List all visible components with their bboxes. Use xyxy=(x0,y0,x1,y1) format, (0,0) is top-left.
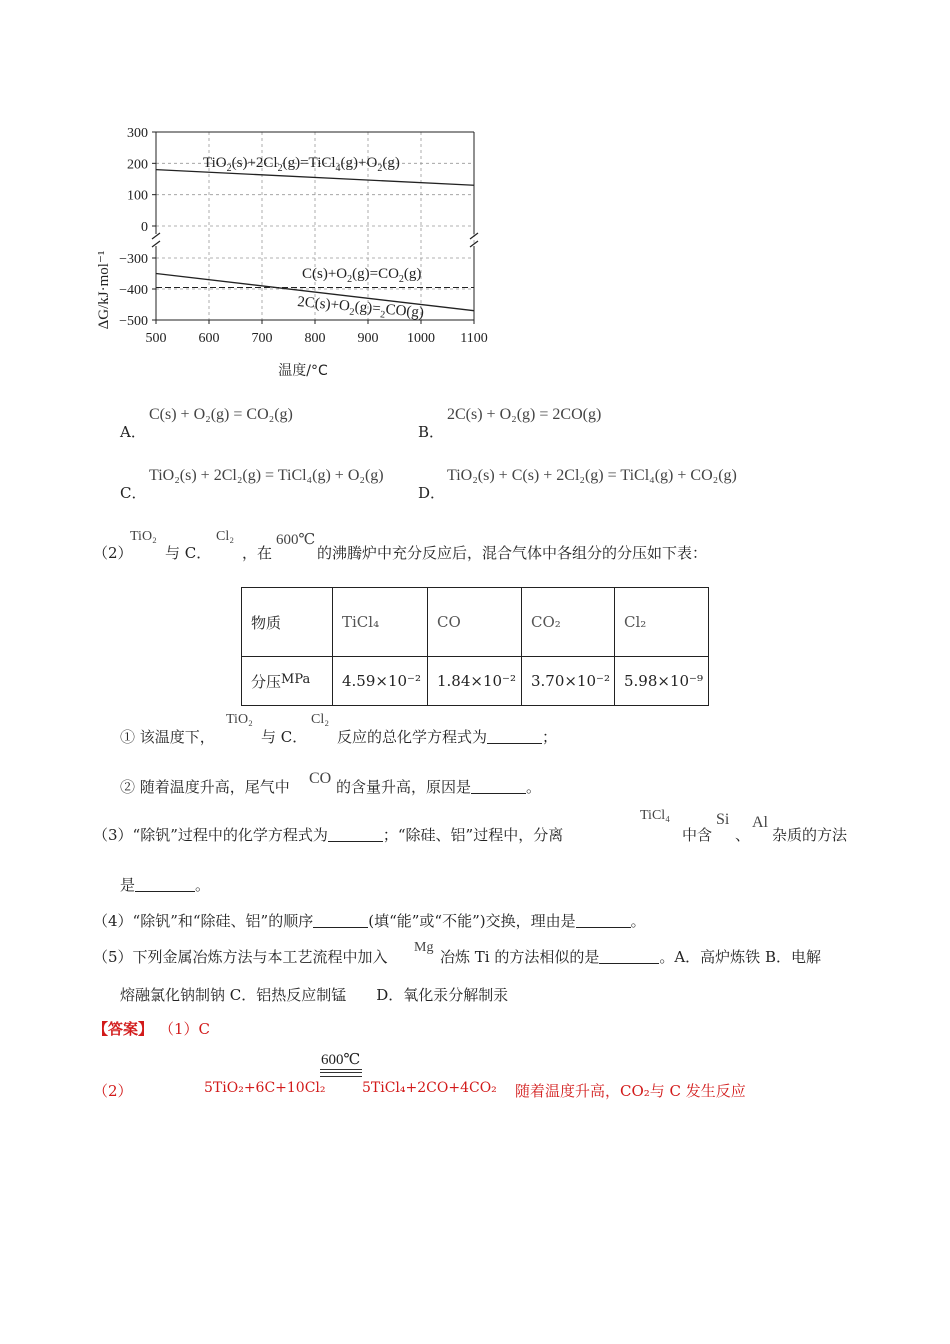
x-tick-label: 1000 xyxy=(407,331,435,346)
q2-sub2-b: 的含量升高，原因是 。 xyxy=(336,778,542,796)
y-tick-label: 300 xyxy=(127,126,148,141)
option-c-equation: TiO₂(s) + 2Cl₂(g) = TiCl₄(g) + O₂(g) xyxy=(149,467,384,484)
x-axis-label: 温度/°C xyxy=(278,363,328,379)
x-tick-label: 1100 xyxy=(460,331,488,346)
q2-number: （2） xyxy=(93,544,133,562)
reaction-condition: 600℃ xyxy=(321,1052,361,1068)
value-cell: 1.84×10⁻² xyxy=(428,657,522,706)
q3-c: 中含 xyxy=(682,826,713,844)
header-cell: 物质 xyxy=(242,588,333,657)
q2-sub1-cl2: Cl₂ xyxy=(311,712,330,727)
header-cell: CO₂ xyxy=(522,588,615,657)
x-tick-label: 600 xyxy=(198,331,220,346)
q2-rest: 的沸腾炉中充分反应后，混合气体中各组分的分压如下表： xyxy=(317,544,708,562)
q3-line2: 是 。 xyxy=(120,876,211,894)
q2-sub1-c: 反应的总化学方程式为 ； xyxy=(337,728,558,746)
row-label-cell: 分压MPa xyxy=(242,657,333,706)
pressure-table xyxy=(241,587,709,706)
q3-line1: （3）“除钒”过程中的化学方程式为 ；“除硅、铝”过程中，分离 xyxy=(93,826,564,844)
answer-blank[interactable] xyxy=(576,913,631,928)
equilibrium-sign xyxy=(320,1069,362,1077)
value-cell: 4.59×10⁻² xyxy=(333,657,428,706)
y-tick-label: 200 xyxy=(127,157,148,173)
option-a-equation: C(s) + O₂(g) = CO₂(g) xyxy=(149,406,293,423)
option-a[interactable]: A． xyxy=(120,423,146,441)
q3-ticl4: TiCl₄ xyxy=(640,808,671,823)
answer-blank[interactable] xyxy=(313,913,368,928)
label-co-reaction: $2C(s)+O_2(g)=_2CO(g)$ xyxy=(296,294,425,322)
q3-d: 杂质的方法 xyxy=(772,826,848,844)
q5-line2: 熔融氯化钠制钠 C．铝热反应制锰 D．氧化汞分解制汞 xyxy=(120,986,509,1004)
answer-2-reactants: 5TiO₂+6C+10Cl₂ xyxy=(204,1080,326,1096)
q5-a: （5）下列金属冶炼方法与本工艺流程中加入 xyxy=(93,948,388,966)
header-cell: Cl₂ xyxy=(615,588,709,657)
table-header-row xyxy=(242,588,709,657)
option-c[interactable]: C． xyxy=(120,484,147,502)
q4-line: （4）“除钒”和“除硅、铝”的顺序 (填“能”或“不能”)交换，理由是 。 xyxy=(93,912,646,930)
x-tick-label: 700 xyxy=(251,331,273,346)
y-tick-label: 0 xyxy=(141,220,148,235)
table-row xyxy=(242,657,709,706)
q2-sub1-tio2: TiO₂ xyxy=(226,712,253,727)
q3-si: Si xyxy=(716,811,730,828)
y-axis-label: ΔG/kJ·mol⁻¹ xyxy=(96,250,112,330)
option-b-equation: 2C(s) + O₂(g) = 2CO(g) xyxy=(447,406,602,423)
q3-al: Al xyxy=(752,814,768,831)
answer-1: （1）C xyxy=(159,1020,211,1038)
q2-temp: 600℃ xyxy=(276,532,316,548)
x-tick-label: 500 xyxy=(145,331,167,346)
delta-g-chart xyxy=(60,110,530,400)
q3-dun: 、 xyxy=(735,826,751,844)
label-co2-reaction: $C(s)+O_2(g)=CO_2(g)$ xyxy=(302,266,422,285)
answer-blank[interactable] xyxy=(328,827,383,842)
q2-sub2-co: CO xyxy=(309,770,332,787)
answer-blank[interactable] xyxy=(487,729,542,744)
x-tick-label: 800 xyxy=(304,331,326,346)
answer-blank[interactable] xyxy=(471,779,526,794)
answer-blank[interactable] xyxy=(135,877,195,892)
answer-tag: 【答案】 xyxy=(93,1020,154,1038)
option-d-equation: TiO₂(s) + C(s) + 2Cl₂(g) = TiCl₄(g) + CO₂(g) xyxy=(447,467,737,484)
q2-and-c: 与 C． xyxy=(165,544,212,562)
y-tick-label: −400 xyxy=(119,283,148,298)
answer-2-number: （2） xyxy=(93,1082,133,1100)
q2-sub1-b: 与 C． xyxy=(261,728,308,746)
header-cell: TiCl₄ xyxy=(333,588,428,657)
q2-tio2: TiO₂ xyxy=(130,529,157,544)
answer-2-products: 5TiCl₄+2CO+4CO₂ xyxy=(362,1080,497,1096)
q2-sub2-a: ② 随着温度升高，尾气中 xyxy=(120,778,290,796)
q5-mg: Mg xyxy=(414,940,434,955)
y-tick-label: 100 xyxy=(127,188,148,204)
y-tick-label: −500 xyxy=(119,314,148,329)
value-cell: 5.98×10⁻⁹ xyxy=(615,657,709,706)
option-d[interactable]: D． xyxy=(418,484,446,502)
header-cell: CO xyxy=(428,588,522,657)
y-tick-label: −300 xyxy=(119,252,148,267)
x-tick-label: 900 xyxy=(357,331,379,346)
label-tio2-reaction: $TiO_2(s)+2Cl_2(g)=TiCl_4(g)+O_2(g)$ xyxy=(203,155,400,174)
row-unit: MPa xyxy=(281,671,311,687)
option-b[interactable]: B． xyxy=(418,423,445,441)
answer-blank[interactable] xyxy=(599,949,659,964)
q2-cl2: Cl₂ xyxy=(216,529,235,544)
q2-sub1-a: ① 该温度下， xyxy=(120,728,215,746)
q2-comma: ，在 xyxy=(242,544,273,562)
answer-2-reason: 随着温度升高，CO₂与 C 发生反应 xyxy=(515,1082,746,1100)
q5-b: 冶炼 Ti 的方法相似的是 。A．高炉炼铁 B．电解 xyxy=(440,948,821,966)
value-cell: 3.70×10⁻² xyxy=(522,657,615,706)
